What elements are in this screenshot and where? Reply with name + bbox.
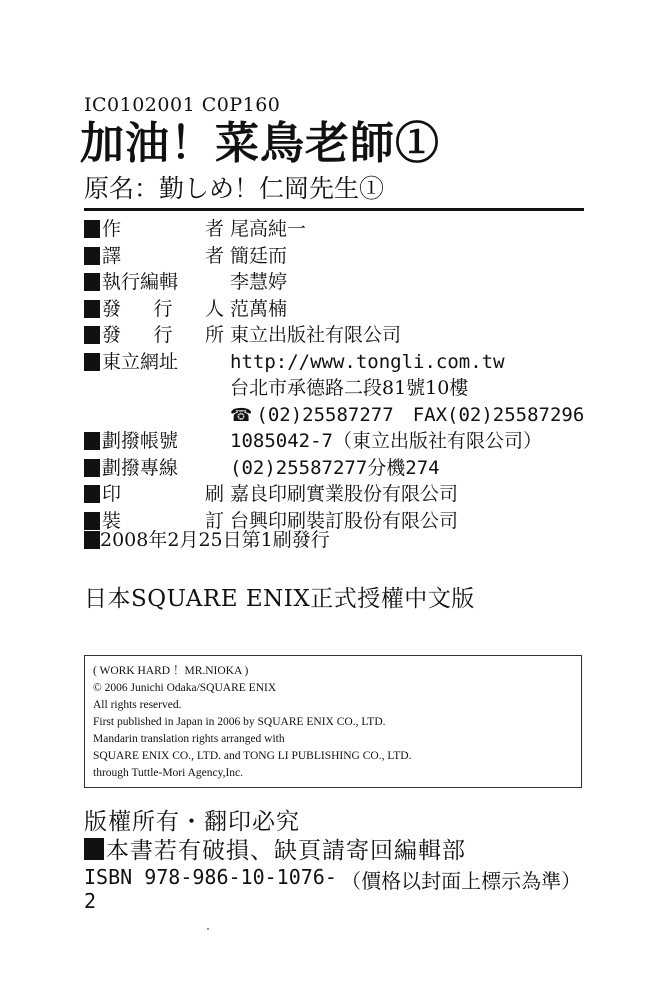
credit-value-text: 范萬楠 [230, 297, 288, 320]
credit-label [84, 216, 230, 243]
credit-value [230, 269, 287, 296]
copyright-line: First published in Japan in 2006 by SQUARE ENIX CO., LTD. [93, 716, 386, 728]
damage-notice-line [84, 832, 466, 865]
bullet-square-icon [84, 459, 100, 477]
credit-value-text: (02)25587277 FAX(02)25587296 [256, 403, 585, 426]
copyright-line: © 2006 Junichi Odaka/SQUARE ENIX [93, 682, 277, 694]
bullet-square-icon [84, 326, 100, 344]
catalog-codes: IC0102001 C0P160 [84, 94, 281, 116]
bullet-square-icon [84, 273, 100, 291]
credit-value-text: 東立出版社有限公司 [230, 324, 402, 346]
credits-list [84, 216, 584, 534]
credit-label [84, 296, 230, 323]
credit-label [84, 402, 230, 429]
credit-value [230, 375, 468, 402]
credit-row [84, 481, 584, 508]
phone-icon: ☎ [230, 404, 253, 426]
bullet-square-icon [84, 300, 100, 318]
credit-value [230, 402, 584, 429]
credit-value [230, 243, 287, 270]
isbn-number: ISBN 978-986-10-1076-2 [84, 865, 337, 913]
credit-label-part: 發 [102, 297, 122, 320]
credit-row [84, 375, 584, 402]
credit-label-part: 訂 [204, 509, 224, 532]
credit-label-part: 者 [204, 244, 224, 267]
bullet-square-icon [84, 485, 100, 503]
credit-value [230, 455, 440, 482]
credit-value [230, 349, 505, 376]
credit-value [230, 216, 306, 243]
print-date: 2008年2月25日第1刷發行 [100, 529, 330, 551]
credit-row [84, 269, 584, 296]
credit-label-part: 印 [102, 483, 122, 505]
credit-label-part: 所 [204, 324, 224, 346]
credit-value-text: 台北市承德路二段81號10樓 [230, 377, 469, 399]
credit-label-part: 譯 [102, 244, 122, 267]
credit-label [84, 269, 230, 296]
credit-label-part: 者 [204, 218, 224, 240]
credit-value-text: 嘉良印刷實業股份有限公司 [230, 483, 459, 505]
credit-label-part: 執行編輯 [102, 271, 179, 293]
credit-row [84, 455, 584, 482]
bullet-square-icon [84, 353, 100, 371]
credit-value-text: 1085042-7（東立出版社有限公司） [230, 430, 542, 452]
bullet-square-icon [84, 220, 100, 238]
credit-label [84, 428, 230, 455]
credit-label-part: 人 [204, 297, 224, 320]
credit-row [84, 216, 584, 243]
original-title: 原名：勤しめ！仁岡先生① [84, 174, 385, 203]
credit-value-text: 簡廷而 [230, 244, 288, 267]
credit-label-part: 發 [102, 324, 122, 346]
credit-label-part: 行 [153, 324, 173, 346]
credit-label [84, 481, 230, 508]
book-title: 加油！菜鳥老師① [80, 118, 440, 169]
credit-row [84, 349, 584, 376]
copyright-line: SQUARE ENIX CO., LTD. and TONG LI PUBLISHING CO., LTD. [93, 750, 412, 762]
credit-label [84, 243, 230, 270]
credit-label [84, 322, 230, 349]
credit-row [84, 296, 584, 323]
credit-value-text: 台興印刷裝訂股份有限公司 [230, 509, 459, 532]
copyright-line: through Tuttle-Mori Agency,Inc. [93, 767, 244, 779]
speck [207, 928, 209, 930]
copyright-line: All rights reserved. [93, 699, 182, 711]
credit-row [84, 428, 584, 455]
credit-value-text: http://www.tongli.com.tw [230, 350, 505, 373]
credit-label-part: 劃撥專線 [102, 456, 179, 479]
bullet-square-icon [84, 432, 100, 450]
copyright-box [84, 655, 582, 788]
rights-notice: 版權所有・翻印必究 [84, 809, 300, 835]
credit-value-text: (02)25587277分機274 [230, 456, 440, 479]
license-statement: 日本SQUARE ENIX正式授權中文版 [84, 586, 475, 612]
bullet-square-icon [84, 531, 100, 549]
damage-notice: 本書若有破損、缺頁請寄回編輯部 [106, 838, 466, 864]
credit-label-part: 劃撥帳號 [102, 430, 179, 452]
credit-row [84, 322, 584, 349]
credit-value [230, 296, 287, 323]
credit-label-part: 裝 [102, 509, 122, 532]
divider-rule [84, 208, 584, 211]
credit-value [230, 322, 401, 349]
price-note: （價格以封面上標示為準） [341, 869, 582, 893]
credit-value [230, 481, 458, 508]
credit-label-part: 行 [153, 297, 173, 320]
print-date-line [84, 527, 330, 553]
bullet-square-icon [84, 247, 100, 265]
credit-row [84, 243, 584, 270]
credit-value-text: 李慧婷 [230, 271, 288, 293]
credit-label-part: 刷 [204, 483, 224, 505]
credit-label-part: 東立網址 [102, 350, 179, 373]
credit-value [230, 428, 542, 455]
copyright-line: Mandarin translation rights arranged with [93, 733, 285, 745]
credit-row [84, 402, 584, 429]
copyright-line: ( WORK HARD ！MR.NIOKA ) [93, 665, 249, 677]
credit-label-part: 作 [102, 218, 122, 240]
credit-label [84, 349, 230, 376]
isbn-line [84, 865, 582, 913]
bullet-square-icon [84, 838, 104, 860]
credit-value-text: 尾高純一 [230, 218, 307, 240]
credit-label [84, 375, 230, 402]
credit-label [84, 455, 230, 482]
